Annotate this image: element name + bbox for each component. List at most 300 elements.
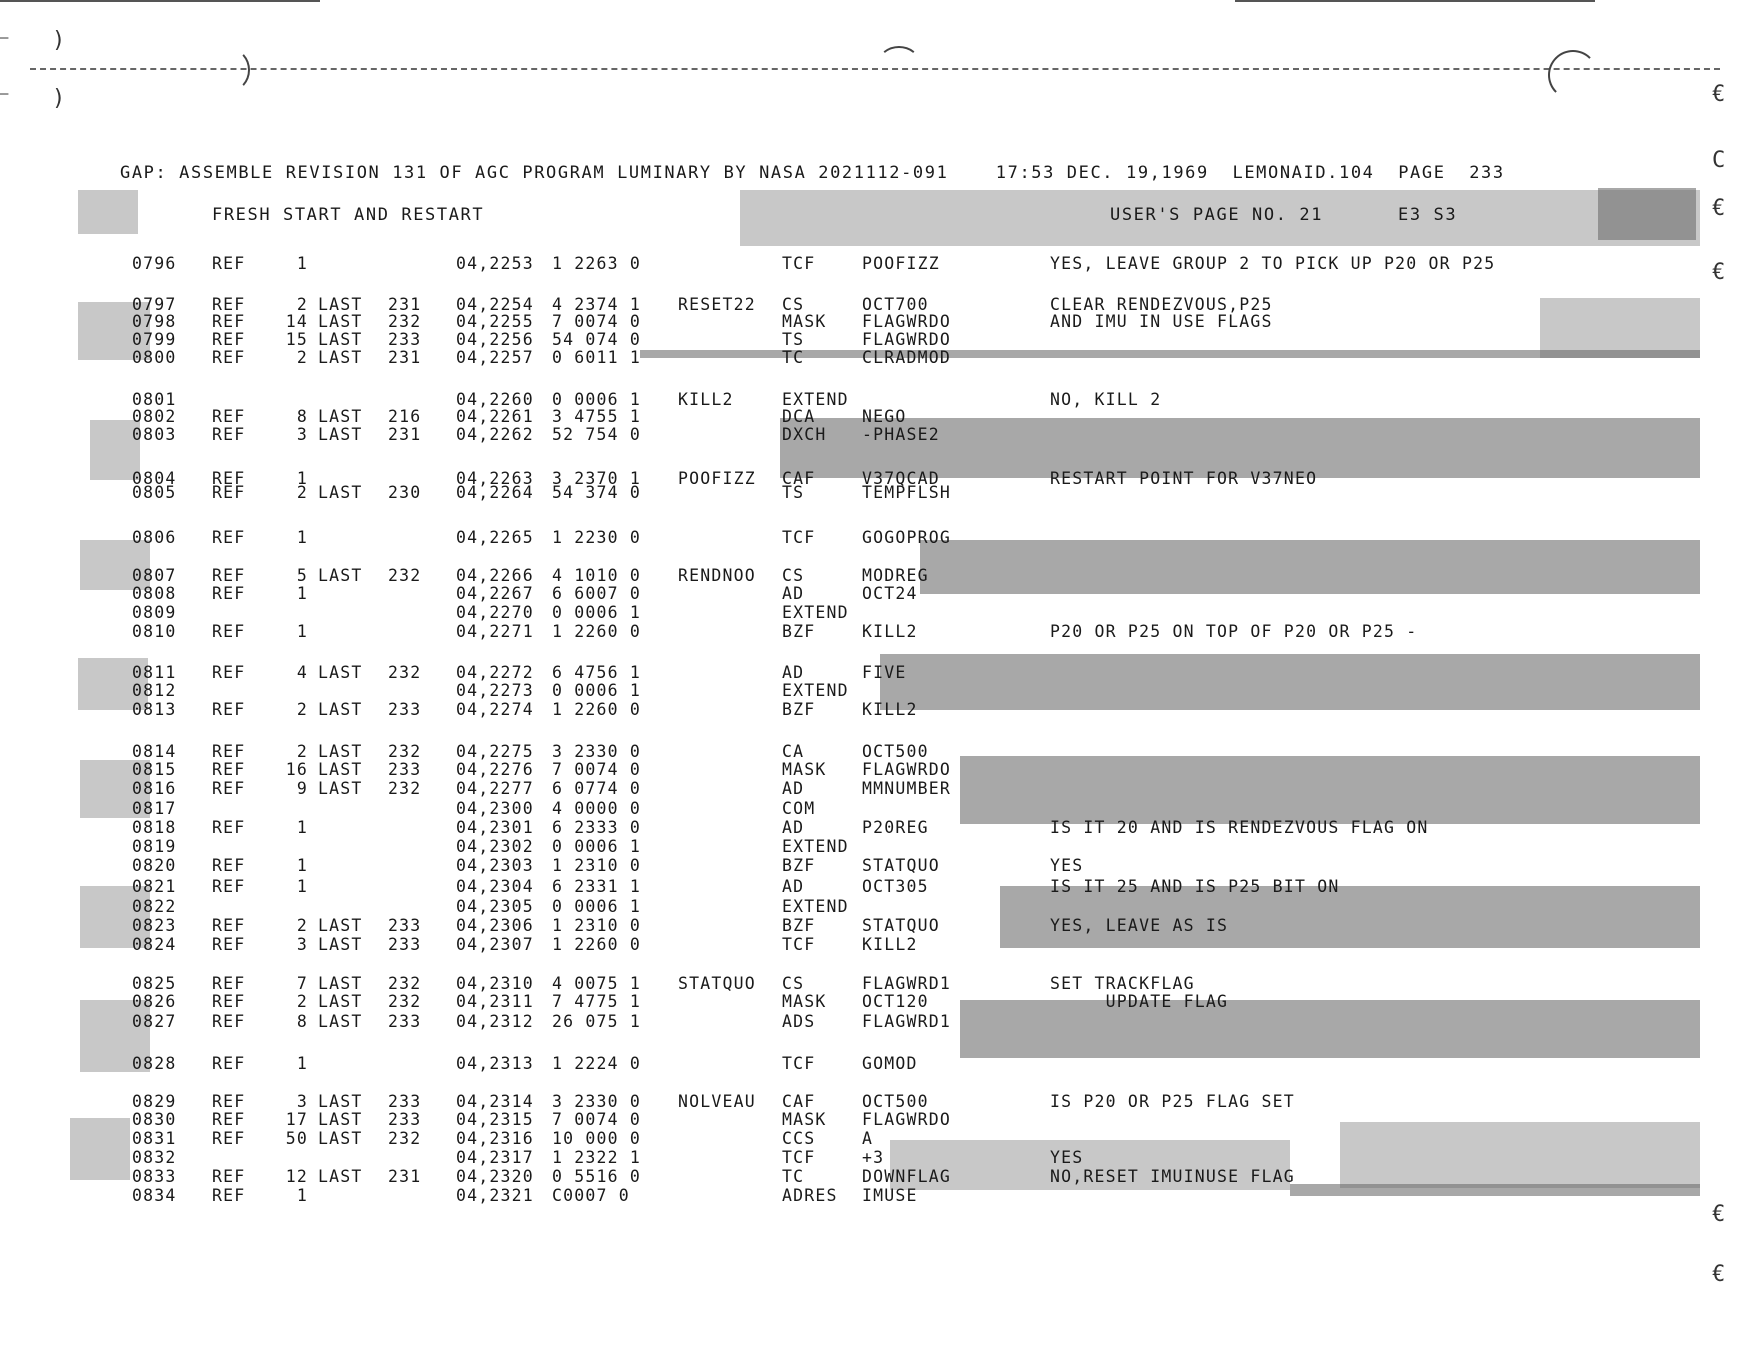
line-number: 0834 — [132, 1186, 177, 1205]
octal-code: 6 2331 1 — [552, 877, 642, 896]
operand: CLRADMOD — [862, 348, 952, 367]
address: 04,2320 — [456, 1167, 534, 1186]
operand: V37QCAD — [862, 469, 940, 488]
last-tag: LAST — [318, 1167, 363, 1186]
line-number: 0797 — [132, 295, 177, 314]
last-tag: LAST — [318, 992, 363, 1011]
listing-row — [0, 528, 1700, 546]
symbol-label: RENDNOO — [678, 566, 756, 585]
ref-count: 8 — [296, 1012, 308, 1031]
listing-row — [0, 877, 1700, 895]
opcode: TCF — [782, 1148, 816, 1167]
octal-code: 1 2263 0 — [552, 254, 642, 273]
ref-count: 5 — [296, 566, 308, 585]
ref-count: 1 — [296, 622, 308, 641]
ref-count: 1 — [296, 856, 308, 875]
operand: KILL2 — [862, 935, 918, 954]
margin-mark: € — [1712, 1262, 1726, 1287]
last-tag: LAST — [318, 760, 363, 779]
last-page: 232 — [388, 312, 422, 331]
opcode: BZF — [782, 916, 816, 935]
ref-count: 12 — [285, 1167, 308, 1186]
address: 04,2321 — [456, 1186, 534, 1205]
ref-count: 1 — [296, 1054, 308, 1073]
ref-count: 3 — [296, 935, 308, 954]
operand: OCT500 — [862, 1092, 929, 1111]
address: 04,2253 — [456, 254, 534, 273]
opcode: BZF — [782, 622, 816, 641]
last-tag: LAST — [318, 742, 363, 761]
opcode: CAF — [782, 1092, 816, 1111]
top-rule-right — [1235, 0, 1595, 2]
ref-tag: REF — [212, 528, 246, 547]
ref-count: 3 — [296, 425, 308, 444]
ref-tag: REF — [212, 974, 246, 993]
listing-row — [0, 1167, 1700, 1185]
listing-row — [0, 1054, 1700, 1072]
timestamp: 17:53 DEC. 19,1969 — [995, 163, 1209, 183]
listing-row — [0, 584, 1700, 602]
page-label: PAGE — [1398, 163, 1446, 183]
last-tag: LAST — [318, 425, 363, 444]
top-rule-left — [0, 0, 320, 2]
operand: FLAGWRDO — [862, 330, 952, 349]
listing-row — [0, 330, 1700, 348]
ref-tag: REF — [212, 407, 246, 426]
octal-code: 3 2330 0 — [552, 742, 642, 761]
line-number: 0806 — [132, 528, 177, 547]
listing-row — [0, 622, 1700, 640]
opcode: DXCH — [782, 425, 827, 444]
octal-code: 1 2260 0 — [552, 935, 642, 954]
address: 04,2261 — [456, 407, 534, 426]
page-code: E3 S3 — [1398, 205, 1458, 225]
ref-tag: REF — [212, 1092, 246, 1111]
line-number: 0800 — [132, 348, 177, 367]
octal-code: 4 0000 0 — [552, 799, 642, 818]
ref-count: 16 — [285, 760, 308, 779]
opcode: CA — [782, 742, 805, 761]
line-number: 0832 — [132, 1148, 177, 1167]
operand: FIVE — [862, 663, 907, 682]
octal-code: 3 2330 0 — [552, 1092, 642, 1111]
ref-count: 1 — [296, 818, 308, 837]
address: 04,2273 — [456, 681, 534, 700]
ref-count: 1 — [296, 1186, 308, 1205]
octal-code: 1 2322 1 — [552, 1148, 642, 1167]
last-page: 233 — [388, 1110, 422, 1129]
octal-code: 0 6011 1 — [552, 348, 642, 367]
binder-hole-left — [210, 48, 250, 92]
address: 04,2311 — [456, 992, 534, 1011]
ref-count: 2 — [296, 348, 308, 367]
users-page-number: USER'S PAGE NO. 21 — [1110, 205, 1324, 225]
last-tag: LAST — [318, 700, 363, 719]
line-number: 0823 — [132, 916, 177, 935]
ref-count: 8 — [296, 407, 308, 426]
listing-row — [0, 681, 1700, 699]
address: 04,2277 — [456, 779, 534, 798]
octal-code: 4 2374 1 — [552, 295, 642, 314]
octal-code: 52 754 0 — [552, 425, 642, 444]
ref-count: 1 — [296, 469, 308, 488]
listing-row — [0, 312, 1700, 330]
octal-code: 10 000 0 — [552, 1129, 642, 1148]
listing-row — [0, 254, 1700, 272]
listing-row — [0, 897, 1700, 915]
line-number: 0798 — [132, 312, 177, 331]
opcode: EXTEND — [782, 603, 849, 622]
ref-count: 2 — [296, 295, 308, 314]
ref-count: 2 — [296, 992, 308, 1011]
last-page: 230 — [388, 483, 422, 502]
operand: -PHASE2 — [862, 425, 940, 444]
binder-hole-right — [1548, 50, 1598, 100]
line-number: 0813 — [132, 700, 177, 719]
ref-tag: REF — [212, 992, 246, 1011]
address: 04,2313 — [456, 1054, 534, 1073]
comment: AND IMU IN USE FLAGS — [1050, 312, 1273, 331]
opcode: AD — [782, 584, 805, 603]
listing-header — [120, 163, 1505, 183]
opcode: CAF — [782, 469, 816, 488]
margin-mark: € — [1712, 260, 1726, 285]
line-number: 0796 — [132, 254, 177, 273]
octal-code: 1 2230 0 — [552, 528, 642, 547]
line-number: 0825 — [132, 974, 177, 993]
operand: GOGOPROG — [862, 528, 952, 547]
listing-row — [0, 916, 1700, 934]
ref-count: 2 — [296, 742, 308, 761]
octal-code: 7 4775 1 — [552, 992, 642, 1011]
octal-code: 0 5516 0 — [552, 1167, 642, 1186]
opcode: MASK — [782, 760, 827, 779]
address: 04,2316 — [456, 1129, 534, 1148]
ref-tag: REF — [212, 295, 246, 314]
listing-row — [0, 1110, 1700, 1128]
last-page: 231 — [388, 425, 422, 444]
address: 04,2304 — [456, 877, 534, 896]
address: 04,2255 — [456, 312, 534, 331]
opcode: CS — [782, 295, 805, 314]
operand: POOFIZZ — [862, 254, 940, 273]
octal-code: 6 6007 0 — [552, 584, 642, 603]
binder-hole-center — [878, 46, 920, 80]
address: 04,2264 — [456, 483, 534, 502]
symbol-label: STATQUO — [678, 974, 756, 993]
operand: OCT700 — [862, 295, 929, 314]
line-number: 0826 — [132, 992, 177, 1011]
listing-row — [0, 663, 1700, 681]
ref-count: 7 — [296, 974, 308, 993]
margin-mark: ) — [52, 28, 66, 53]
octal-code: 0 0006 1 — [552, 897, 642, 916]
last-page: 233 — [388, 935, 422, 954]
margin-mark: € — [1712, 1202, 1726, 1227]
ref-tag: REF — [212, 663, 246, 682]
last-page: 231 — [388, 295, 422, 314]
ref-tag: REF — [212, 760, 246, 779]
address: 04,2274 — [456, 700, 534, 719]
last-page: 232 — [388, 742, 422, 761]
address: 04,2260 — [456, 390, 534, 409]
last-tag: LAST — [318, 407, 363, 426]
ref-tag: REF — [212, 742, 246, 761]
comment: RESTART POINT FOR V37NEO — [1050, 469, 1318, 488]
ref-count: 15 — [285, 330, 308, 349]
address: 04,2315 — [456, 1110, 534, 1129]
margin-mark: — — [0, 86, 9, 102]
opcode: MASK — [782, 992, 827, 1011]
listing-row — [0, 1129, 1700, 1147]
ref-tag: REF — [212, 700, 246, 719]
last-page: 233 — [388, 700, 422, 719]
operand: +3 — [862, 1148, 885, 1167]
ref-tag: REF — [212, 877, 246, 896]
line-number: 0817 — [132, 799, 177, 818]
opcode: COM — [782, 799, 816, 818]
octal-code: 54 374 0 — [552, 483, 642, 502]
line-number: 0827 — [132, 1012, 177, 1031]
line-number: 0799 — [132, 330, 177, 349]
opcode: CS — [782, 974, 805, 993]
listing-row — [0, 1092, 1700, 1110]
operand: OCT120 — [862, 992, 929, 1011]
opcode: BZF — [782, 856, 816, 875]
last-tag: LAST — [318, 779, 363, 798]
margin-mark: C — [1712, 148, 1726, 173]
address: 04,2300 — [456, 799, 534, 818]
opcode: CCS — [782, 1129, 816, 1148]
line-number: 0831 — [132, 1129, 177, 1148]
opcode: TCF — [782, 254, 816, 273]
listing-row — [0, 856, 1700, 874]
listing-row — [0, 779, 1700, 797]
opcode: TCF — [782, 528, 816, 547]
last-tag: LAST — [318, 330, 363, 349]
address: 04,2271 — [456, 622, 534, 641]
address: 04,2275 — [456, 742, 534, 761]
octal-code: 1 2310 0 — [552, 916, 642, 935]
operand: P20REG — [862, 818, 929, 837]
address: 04,2307 — [456, 935, 534, 954]
octal-code: 6 0774 0 — [552, 779, 642, 798]
symbol-label: POOFIZZ — [678, 469, 756, 488]
operand: FLAGWRD1 — [862, 974, 952, 993]
listing-row — [0, 566, 1700, 584]
opcode: TCF — [782, 1054, 816, 1073]
octal-code: 1 2260 0 — [552, 622, 642, 641]
listing-row — [0, 390, 1700, 408]
last-tag: LAST — [318, 1129, 363, 1148]
address: 04,2263 — [456, 469, 534, 488]
address: 04,2276 — [456, 760, 534, 779]
comment: CLEAR RENDEZVOUS,P25 — [1050, 295, 1273, 314]
ref-tag: REF — [212, 348, 246, 367]
address: 04,2314 — [456, 1092, 534, 1111]
line-number: 0820 — [132, 856, 177, 875]
ref-tag: REF — [212, 1054, 246, 1073]
ref-tag: REF — [212, 935, 246, 954]
listing-row — [0, 348, 1700, 366]
octal-code: 4 1010 0 — [552, 566, 642, 585]
octal-code: 0 0006 1 — [552, 390, 642, 409]
operand: FLAGWRDO — [862, 760, 952, 779]
operand: OCT500 — [862, 742, 929, 761]
line-number: 0830 — [132, 1110, 177, 1129]
opcode: TS — [782, 330, 805, 349]
last-tag: LAST — [318, 1012, 363, 1031]
listing-row — [0, 974, 1700, 992]
address: 04,2262 — [456, 425, 534, 444]
octal-code: 26 075 1 — [552, 1012, 642, 1031]
line-number: 0824 — [132, 935, 177, 954]
line-number: 0805 — [132, 483, 177, 502]
octal-code: 1 2310 0 — [552, 856, 642, 875]
listing-row — [0, 425, 1700, 443]
comment: P20 OR P25 ON TOP OF P20 OR P25 - — [1050, 622, 1418, 641]
last-page: 232 — [388, 779, 422, 798]
address: 04,2302 — [456, 837, 534, 856]
comment: YES, LEAVE AS IS — [1050, 916, 1229, 935]
last-page: 232 — [388, 1129, 422, 1148]
last-tag: LAST — [318, 312, 363, 331]
opcode: TC — [782, 348, 805, 367]
symbol-label: KILL2 — [678, 390, 734, 409]
margin-mark: € — [1712, 196, 1726, 221]
octal-code: 1 2224 0 — [552, 1054, 642, 1073]
comment: SET TRACKFLAG — [1050, 974, 1195, 993]
opcode: ADRES — [782, 1186, 838, 1205]
address: 04,2301 — [456, 818, 534, 837]
comment: YES — [1050, 1148, 1084, 1167]
margin-mark: € — [1712, 82, 1726, 107]
listing-row — [0, 818, 1700, 836]
operand: DOWNFLAG — [862, 1167, 952, 1186]
address: 04,2312 — [456, 1012, 534, 1031]
operand: NEGO — [862, 407, 907, 426]
opcode: AD — [782, 779, 805, 798]
opcode: AD — [782, 663, 805, 682]
last-page: 233 — [388, 760, 422, 779]
address: 04,2265 — [456, 528, 534, 547]
last-page: 232 — [388, 663, 422, 682]
opcode: BZF — [782, 700, 816, 719]
opcode: EXTEND — [782, 390, 849, 409]
operand: OCT305 — [862, 877, 929, 896]
last-tag: LAST — [318, 916, 363, 935]
listing-row — [0, 295, 1700, 313]
symbol-label: NOLVEAU — [678, 1092, 756, 1111]
ref-count: 1 — [296, 254, 308, 273]
ref-count: 50 — [285, 1129, 308, 1148]
ref-tag: REF — [212, 254, 246, 273]
last-tag: LAST — [318, 974, 363, 993]
listing-row — [0, 799, 1700, 817]
last-page: 232 — [388, 992, 422, 1011]
opcode: EXTEND — [782, 897, 849, 916]
ref-tag: REF — [212, 312, 246, 331]
operand: KILL2 — [862, 700, 918, 719]
listing-row — [0, 407, 1700, 425]
ref-count: 1 — [296, 528, 308, 547]
line-number: 0809 — [132, 603, 177, 622]
line-number: 0822 — [132, 897, 177, 916]
operand: KILL2 — [862, 622, 918, 641]
octal-code: 7 0074 0 — [552, 312, 642, 331]
line-number: 0819 — [132, 837, 177, 856]
ref-count: 3 — [296, 1092, 308, 1111]
line-number: 0807 — [132, 566, 177, 585]
lemonaid-id: LEMONAID.104 — [1232, 163, 1375, 183]
line-number: 0833 — [132, 1167, 177, 1186]
scan-artifact — [78, 190, 138, 234]
section-title: FRESH START AND RESTART — [212, 205, 485, 225]
listing-row — [0, 483, 1700, 501]
comment: NO,RESET IMUINUSE FLAG — [1050, 1167, 1295, 1186]
line-number: 0811 — [132, 663, 177, 682]
ref-count: 2 — [296, 700, 308, 719]
line-number: 0802 — [132, 407, 177, 426]
ref-tag: REF — [212, 1012, 246, 1031]
perforation-line — [30, 68, 1720, 72]
opcode: EXTEND — [782, 837, 849, 856]
last-page: 216 — [388, 407, 422, 426]
ref-tag: REF — [212, 584, 246, 603]
address: 04,2256 — [456, 330, 534, 349]
opcode: MASK — [782, 1110, 827, 1129]
last-tag: LAST — [318, 348, 363, 367]
last-tag: LAST — [318, 566, 363, 585]
last-tag: LAST — [318, 935, 363, 954]
address: 04,2267 — [456, 584, 534, 603]
ref-tag: REF — [212, 779, 246, 798]
ref-tag: REF — [212, 1110, 246, 1129]
address: 04,2306 — [456, 916, 534, 935]
margin-mark: — — [0, 30, 9, 46]
octal-code: 3 2370 1 — [552, 469, 642, 488]
ref-tag: REF — [212, 1186, 246, 1205]
address: 04,2310 — [456, 974, 534, 993]
ref-tag: REF — [212, 1129, 246, 1148]
comment: NO, KILL 2 — [1050, 390, 1162, 409]
line-number: 0818 — [132, 818, 177, 837]
ref-tag: REF — [212, 425, 246, 444]
last-page: 233 — [388, 330, 422, 349]
scan-artifact — [1598, 188, 1696, 240]
octal-code: 0 0006 1 — [552, 837, 642, 856]
ref-count: 1 — [296, 877, 308, 896]
line-number: 0829 — [132, 1092, 177, 1111]
address: 04,2317 — [456, 1148, 534, 1167]
operand: STATQUO — [862, 916, 940, 935]
opcode: TCF — [782, 935, 816, 954]
line-number: 0801 — [132, 390, 177, 409]
last-page: 232 — [388, 566, 422, 585]
ref-tag: REF — [212, 1167, 246, 1186]
ref-tag: REF — [212, 469, 246, 488]
line-number: 0808 — [132, 584, 177, 603]
ref-tag: REF — [212, 818, 246, 837]
listing-row — [0, 992, 1700, 1010]
listing-row — [0, 700, 1700, 718]
opcode: MASK — [782, 312, 827, 331]
last-page: 231 — [388, 348, 422, 367]
last-tag: LAST — [318, 483, 363, 502]
ref-count: 2 — [296, 916, 308, 935]
listing-row — [0, 742, 1700, 760]
listing-row — [0, 935, 1700, 953]
